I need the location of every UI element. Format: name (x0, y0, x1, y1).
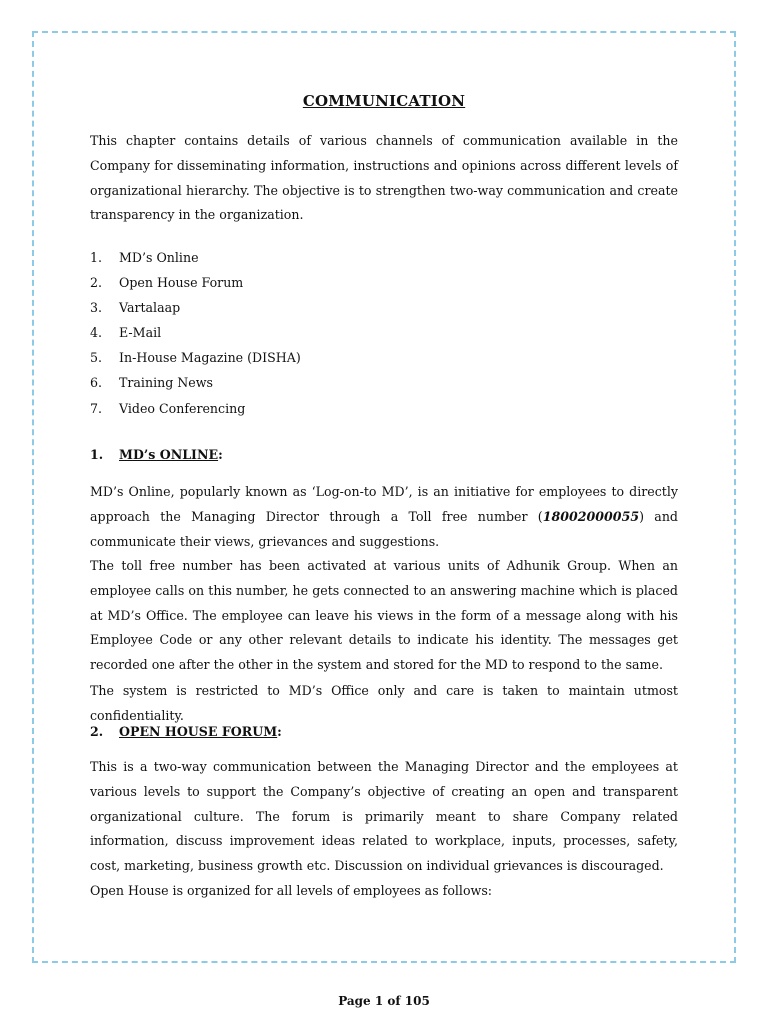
list-item: 2. Open House Forum (90, 275, 244, 291)
toll-free-number: 18002000055 (542, 508, 640, 524)
section-1-heading: 1. MD’s ONLINE: (90, 447, 223, 462)
section-2-paragraph-1: This is a two-way communication between the Managing Director and the employees at various levels to support the Company’s objective of creating an open and transparent organizational culture. The forum is primarily meant to share Company related information, discuss improvement ideas related to workplace, inputs, processes, safety, cost, marketing, business growth etc. Discussion on individual grievances is discouraged. (90, 759, 678, 874)
list-item: 6. Training News (90, 375, 213, 391)
list-item: 4. E-Mail (90, 325, 162, 341)
section-1-paragraph-1: MD’s Online, popularly known as ‘Log-on-to MD’, is an initiative for employees to directly approach the Managing Director through a Toll free number (18002000055) and communicate their views, grievances and suggestions. (90, 484, 678, 549)
section-2-heading: 2. OPEN HOUSE FORUM: (90, 724, 282, 739)
section-1-paragraph-3: The system is restricted to MD’s Office only and care is taken to maintain utmost confidentiality. (90, 683, 678, 723)
list-item: 3. Vartalaap (90, 300, 181, 316)
list-item: 1. MD’s Online (90, 250, 199, 265)
section-1-paragraph-2: The toll free number has been activated at various units of Adhunik Group. When an employee calls on this number, he gets connected to an answering machine which is placed at MD’s Office. The employee can leave his views in the form of a message along with his Employee Code or any other relevant details to indicate his identity. The messages get recorded one after the other in the system and stored for the MD to respond to the same. (90, 558, 678, 673)
channel-list (90, 245, 678, 421)
page-number: Page 1 of 105 (338, 994, 430, 1008)
page-title: COMMUNICATION (302, 92, 466, 110)
list-item: 7. Video Conferencing (90, 400, 246, 416)
list-item: 5. In-House Magazine (DISHA) (90, 350, 301, 366)
intro-paragraph: This chapter contains details of various channels of communication available in the Company for disseminating information, instructions and opinions across different levels of organizational hierarchy. The objective is to strengthen two-way communication and create transparency in the organization. (90, 133, 678, 223)
section-2-paragraph-2: Open House is organized for all levels of employees as follows: (90, 883, 493, 898)
